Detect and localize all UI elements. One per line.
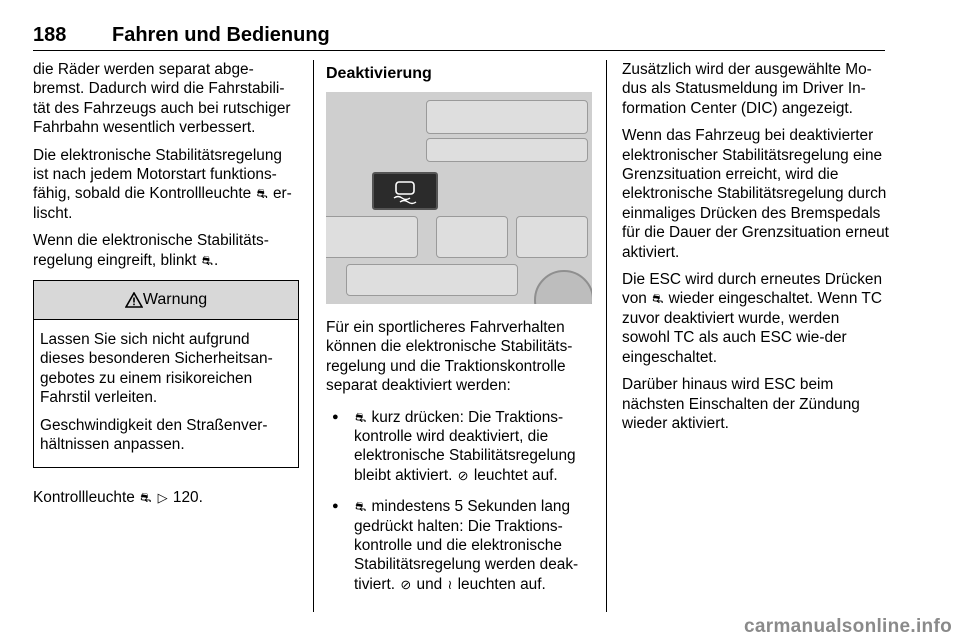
esc-skid-icon: ⛐ — [355, 409, 367, 425]
esc-skid-icon: ⛐ — [256, 186, 268, 202]
page-number: 188 — [33, 24, 67, 46]
bullet-list — [326, 408, 592, 595]
control-knob — [534, 270, 592, 304]
esc-skid-icon: ⛐ — [201, 252, 213, 268]
tc-off-icon: ⊘ — [400, 576, 412, 592]
column-left — [33, 60, 301, 515]
warning-text: Lassen Sie sich nicht aufgrund dieses besonderen Sicherheitsan-gebotes zu einem risikoreichen Fahrstil verleiten. — [40, 331, 273, 407]
panel-slot — [326, 216, 418, 258]
column-divider-2 — [606, 60, 607, 612]
warning-title: Warnung — [142, 291, 208, 309]
panel-slot — [346, 264, 518, 296]
paragraph: die Räder werden separat abge-bremst. Dadurch wird die Fahrstabili-tät des Fahrzeugs auch bei rutschiger Fahrbahn wesentlich verbessert. — [33, 61, 291, 137]
esc-skid-icon: ⛐ — [355, 499, 367, 515]
paragraph: Zusätzlich wird der ausgewählte Mo-dus als Statusmeldung im Driver In-formation Center (DIC) angezeigt. — [622, 61, 872, 117]
warning-text: Geschwindigkeit den Straßenver-hältnissen anpassen. — [40, 416, 268, 454]
panel-slot — [436, 216, 508, 258]
column-middle — [326, 60, 592, 606]
page-reference-arrow-icon: ▷ — [157, 489, 168, 505]
esc-button — [372, 172, 438, 210]
warning-triangle-icon — [125, 292, 143, 308]
section-heading: Deaktivierung — [326, 65, 432, 82]
esc-skid-icon: ⛐ — [140, 489, 152, 505]
paragraph: Darüber hinaus wird ESC beim nächsten Einschalten der Zündung wieder aktiviert. — [622, 376, 860, 432]
esc-skid-icon: ⛐ — [652, 291, 664, 307]
warning-header — [34, 281, 298, 320]
paragraph: Für ein sportlicheres Fahrverhalten können die elektronische Stabilitäts-regelung und die Traktionskontrolle separat deaktiviert werden: — [326, 319, 573, 395]
tc-off-icon: ⊘ — [457, 467, 469, 483]
panel-slot — [516, 216, 588, 258]
esc-skid-icon — [374, 174, 436, 208]
list-item: ● ⛐ kurz drücken: Die Traktions-kontrolle wird deaktiviert, die elektronische Stabilitätsregelung bleibt aktiviert. ⊘ leuchtet auf. — [326, 408, 592, 486]
panel-slot — [426, 138, 588, 162]
paragraph: Die ESC wird durch erneutes Drücken von ⛐ wieder eingeschaltet. Wenn TC zuvor deaktiviert wurde, werden sowohl TC als auch ESC wie-der eingeschaltet. — [622, 271, 883, 366]
paragraph: Die elektronische Stabilitätsregelung ist nach jedem Motorstart funktions-fähig, sobald die Kontrollleuchte ⛐ er-lischt. — [33, 146, 292, 222]
watermark: carmanualsonline.info — [744, 616, 952, 637]
column-right — [622, 60, 890, 441]
cross-reference: Kontrollleuchte ⛐ ▷ 120. — [33, 488, 203, 506]
paragraph: Wenn das Fahrzeug bei deaktivierter elektronischer Stabilitätsregelung eine Grenzsituation erreicht, wird die elektronische Stabilitätsregelung durch einmaliges Drücken des Bremspedals für die Dauer der Grenzsituation erneut aktiviert. — [622, 127, 889, 261]
dashboard-button-photo — [326, 92, 592, 304]
section-title: Fahren und Bedienung — [112, 24, 330, 46]
esc-off-icon: ≀ — [447, 576, 453, 592]
page-header — [33, 22, 885, 51]
panel-slot — [426, 100, 588, 134]
paragraph: Wenn die elektronische Stabilitäts-regelung eingreift, blinkt ⛐. — [33, 232, 269, 269]
column-divider-1 — [313, 60, 314, 612]
list-item: ● ⛐ mindestens 5 Sekunden lang gedrückt halten: Die Traktions-kontrolle und die elektronische Stabilitätsregelung werden deak-tiviert. ⊘ und ≀ leuchten auf. — [326, 497, 592, 594]
warning-box — [33, 280, 299, 467]
